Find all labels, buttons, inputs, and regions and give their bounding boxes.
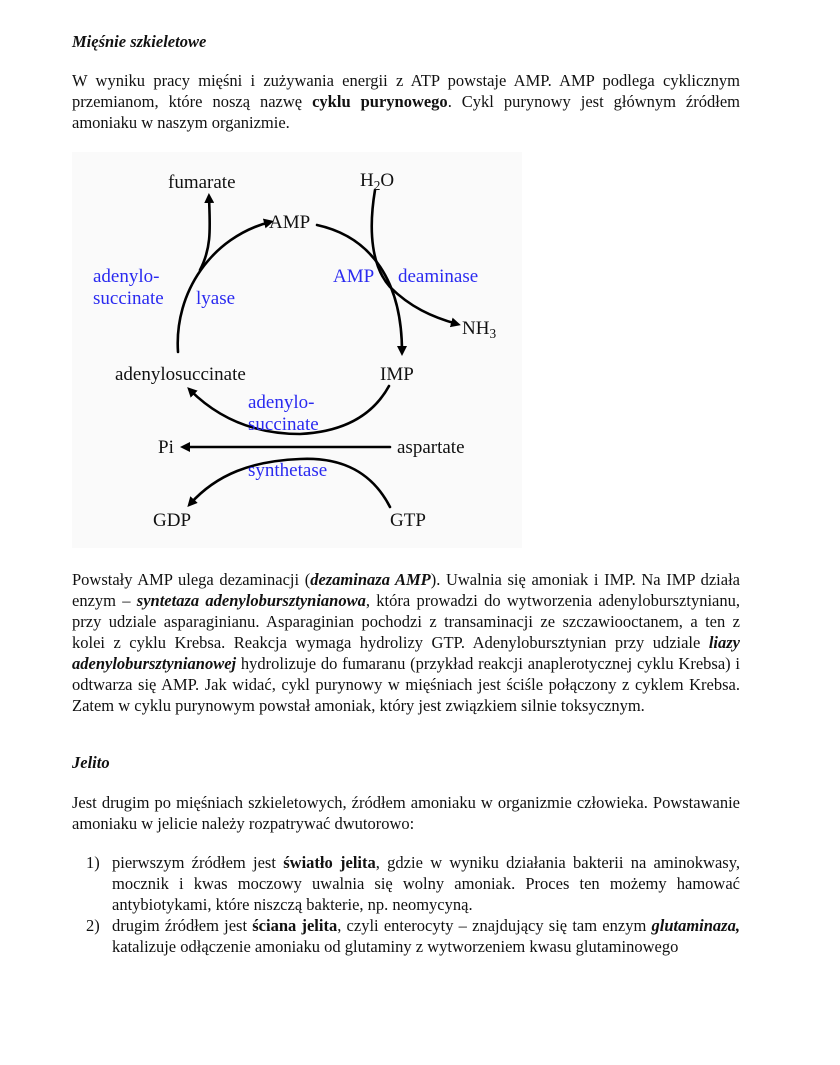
term-intestinal-lumen: światło jelita <box>283 853 376 872</box>
label-pi: Pi <box>158 437 174 458</box>
nh3-subscript: 3 <box>489 326 497 341</box>
section-heading-intestine: Jelito <box>72 753 110 772</box>
h2o-h: H <box>360 170 374 191</box>
term-adenylosuccinate-synthetase: syntetaza adenylobursztynianowa <box>136 591 366 610</box>
term-amp-deaminase: dezaminaza AMP <box>310 570 431 589</box>
list-text: drugim źródłem jest <box>112 916 253 935</box>
intro-text-2: . Cykl purynowy jest głównym źródłem amoniaku w naszym organizmie. <box>72 92 740 132</box>
body-text-1: Powstały AMP ulega dezaminacji ( <box>72 570 311 589</box>
label-fumarate: fumarate <box>168 172 236 193</box>
nh3-nh: NH <box>462 318 490 339</box>
label-h2o <box>360 170 394 191</box>
term-intestinal-wall: ściana jelita <box>252 916 338 935</box>
label-adenylosuccinate: adenylosuccinate <box>115 364 246 385</box>
label-aspartate: aspartate <box>397 437 465 458</box>
list-text: pierwszym źródłem jest <box>112 853 284 872</box>
intro-paragraph <box>72 70 740 133</box>
enzyme-lyase-line3: lyase <box>196 288 236 309</box>
cycle-description-paragraph <box>72 569 740 716</box>
label-imp: IMP <box>380 364 414 385</box>
label-nh3 <box>462 318 496 339</box>
term-glutaminase: glutaminaza, <box>651 916 740 935</box>
enzyme-lyase-line2: succinate <box>93 288 164 309</box>
list-item <box>72 915 740 957</box>
body-text-3: , która prowadzi do wytworzenia adenylobursztynianu, przy udziale asparaginianu. Asparaginian pochodzi z transaminacji ze szczawiooctanem, a ten z kolei z cyklu Krebsa. Reakcja wymaga hydrolizy GTP. Adenylobursztynian przy udziale <box>72 591 740 652</box>
list-text: , czyli enterocyty – znajdujący się tam enzym <box>337 916 652 935</box>
enzyme-deaminase-name: deaminase <box>398 266 479 287</box>
purine-cycle-term: cyklu purynowego <box>312 92 448 111</box>
label-gdp: GDP <box>153 510 192 531</box>
h2o-subscript: 2 <box>373 178 381 193</box>
list-number: 1) <box>86 853 100 872</box>
enzyme-synthetase-line2: succinate <box>248 414 319 435</box>
intro-text-1: W wyniku pracy mięśni i zużywania energii z ATP powstaje AMP. AMP podlega cyklicznym przemianom, które noszą nazwę <box>72 71 740 111</box>
list-text: , gdzie w wyniku działania bakterii na aminokwasy, mocznik i kwas moczowy uwalnia się wolny amoniak. Proces ten możemy hamować antybiotykami, które niszczą bakterie, np. neomycyną. <box>112 853 741 914</box>
section-heading-skeletal-muscles: Mięśnie szkieletowe <box>72 32 207 51</box>
body-text-4: hydrolizuje do fumaranu (przykład reakcji anaplerotycznej cyklu Krebsa) i odtwarza się AMP. Jak widać, cykl purynowy w mięśniach jest ściśle połączony z cyklem Krebsa. Zatem w cyklu purynowym powstał amoniak, który jest związkiem silnie toksycznym. <box>72 654 740 715</box>
term-adenylosuccinate-lyase: liazy adenylobursztynianowej <box>72 633 740 673</box>
list-text: katalizuje odłączenie amoniaku od glutaminy z wytworzeniem kwasu glutaminowego <box>112 937 679 956</box>
enzyme-synthetase-line1: adenylo- <box>248 392 315 413</box>
list-item <box>72 852 740 915</box>
intestine-intro-paragraph: Jest drugim po mięśniach szkieletowych, źródłem amoniaku w organizmie człowieka. Powstawanie amoniaku w jelicie należy rozpatrywać dwutorowo: <box>72 793 740 833</box>
label-amp: AMP <box>269 212 311 233</box>
enzyme-lyase-line1: adenylo- <box>93 266 160 287</box>
body-text-2: ). Uwalnia się amoniak i IMP. Na IMP działa enzym – <box>72 570 740 610</box>
purine-nucleotide-cycle-diagram <box>72 152 522 548</box>
label-gtp: GTP <box>390 510 426 531</box>
enzyme-deaminase-amp: AMP <box>333 266 375 287</box>
h2o-o: O <box>380 170 395 191</box>
list-number: 2) <box>86 916 100 935</box>
ammonia-sources-list <box>72 852 740 957</box>
enzyme-synthetase-line3: synthetase <box>248 460 328 481</box>
